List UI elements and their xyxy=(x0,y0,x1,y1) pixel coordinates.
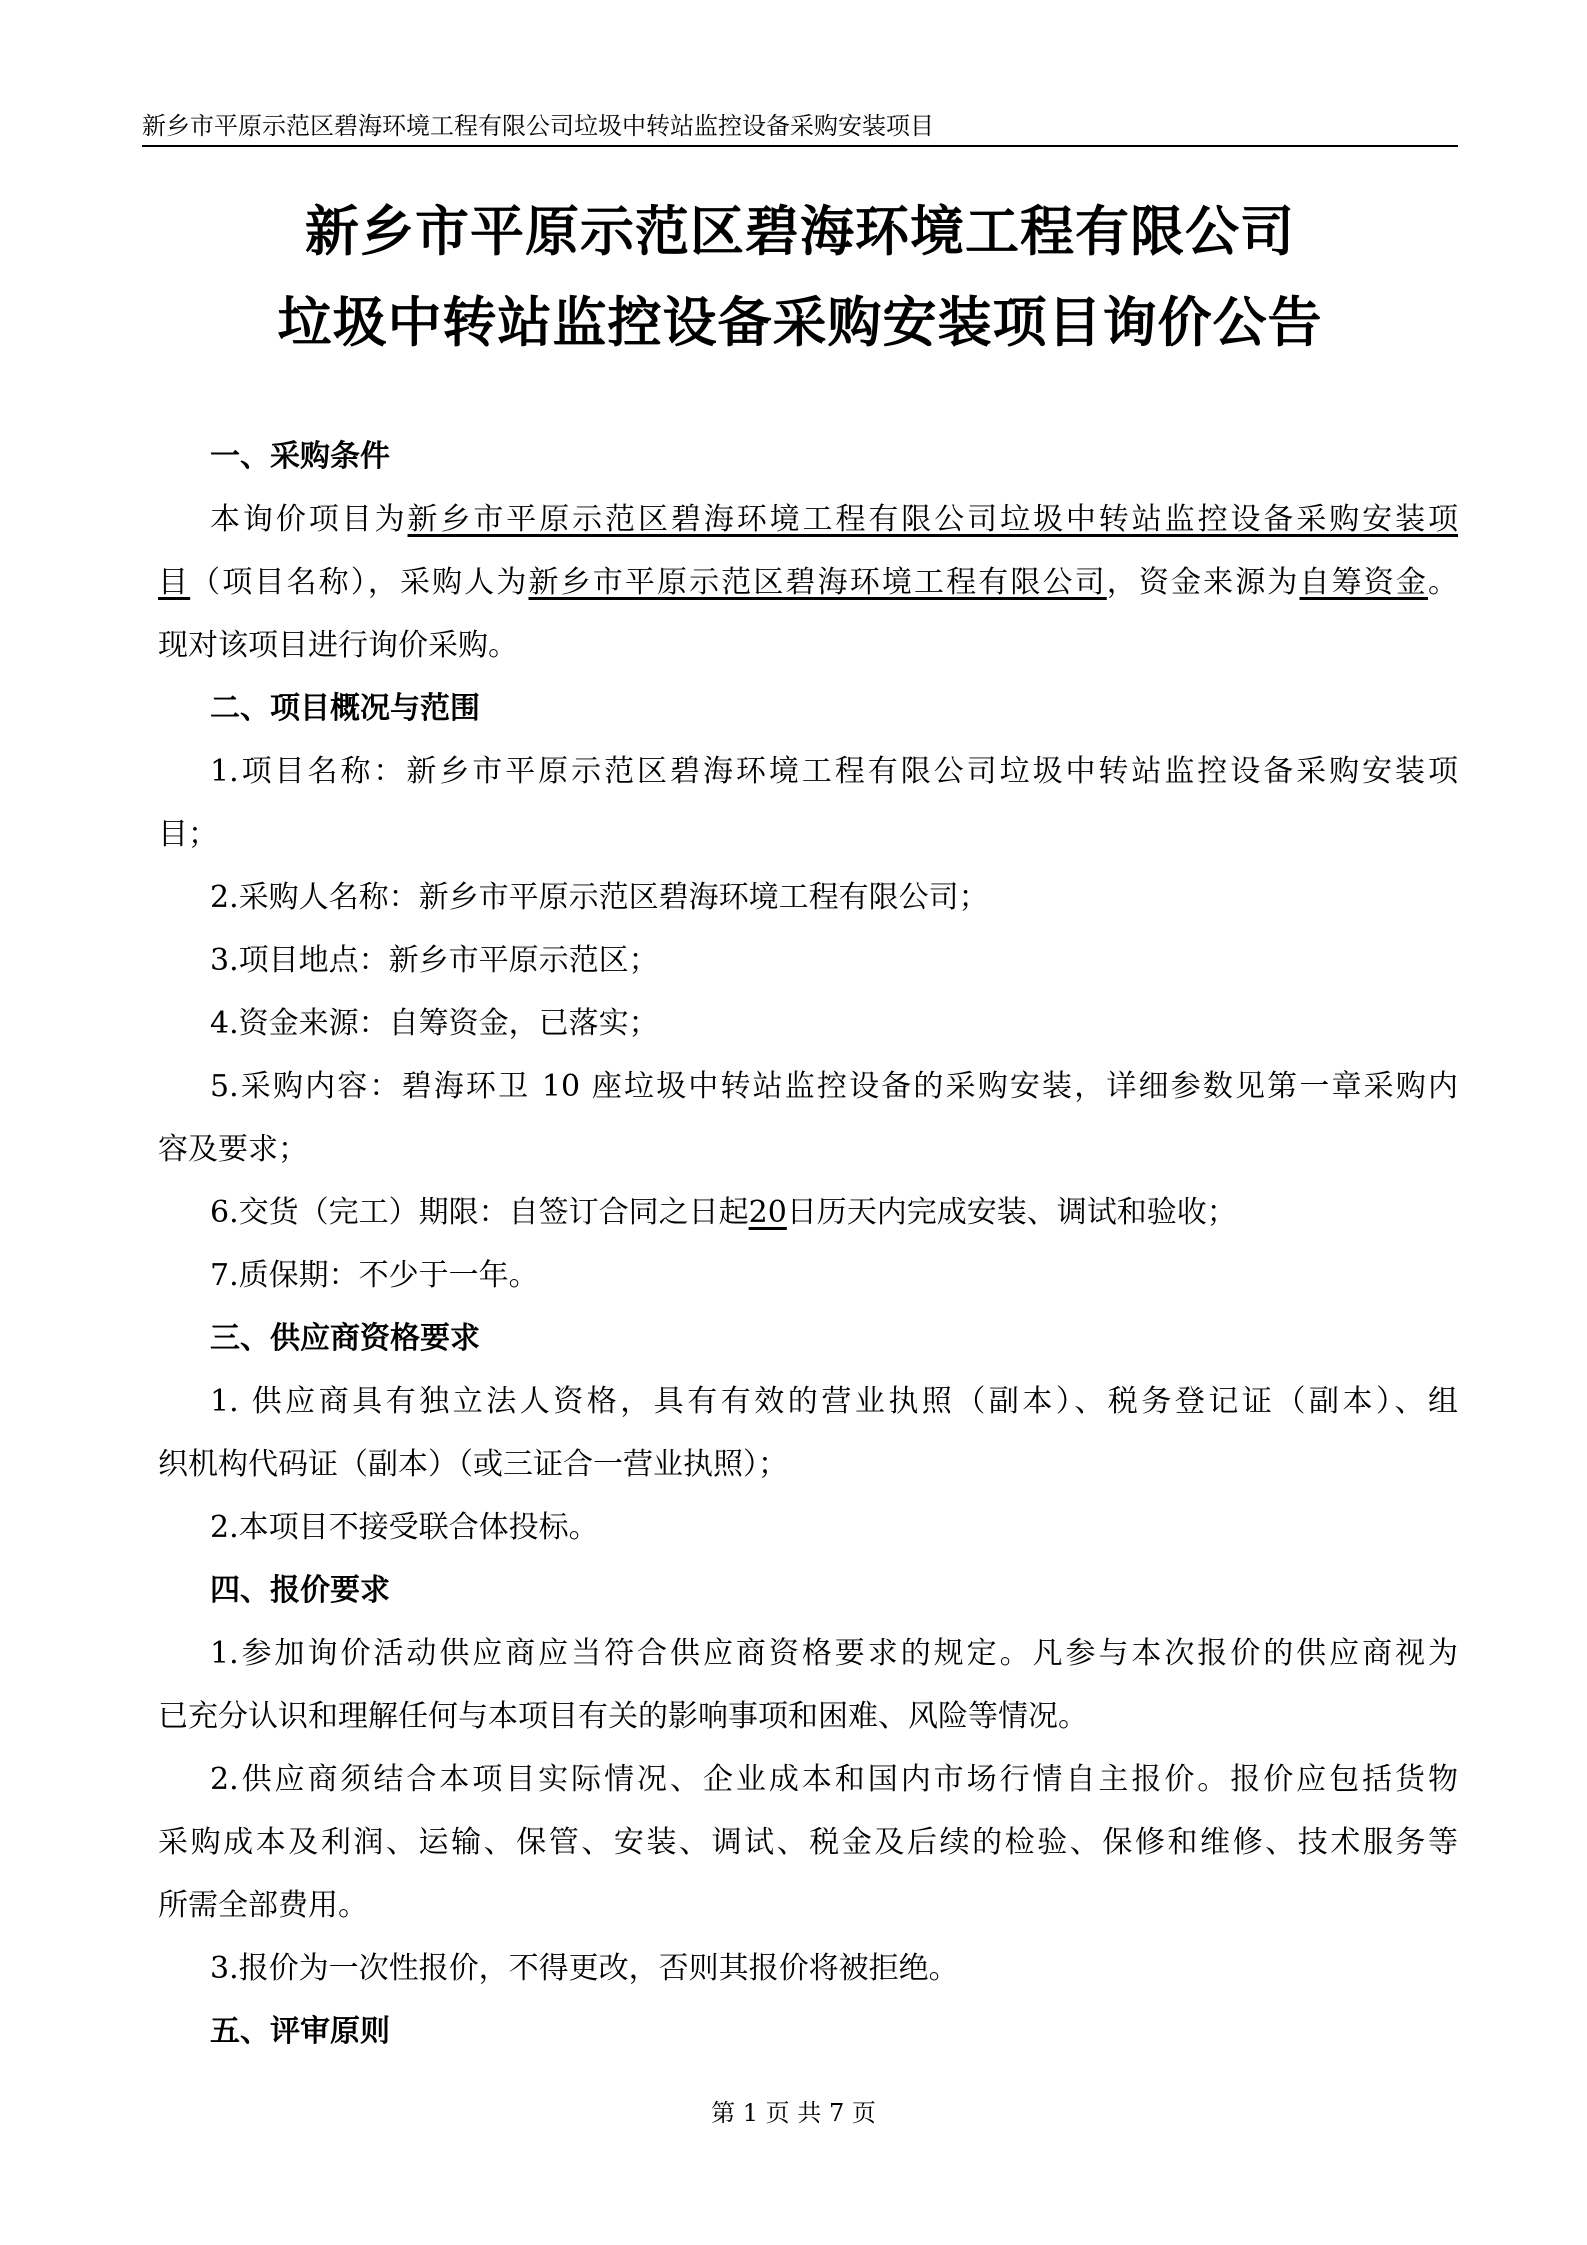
page-number-footer: 第 1 页 共 7 页 xyxy=(711,2099,876,2127)
header-divider xyxy=(142,145,1458,147)
list-item: 1.参加询价活动供应商应当符合供应商资格要求的规定。凡参与本次报价的供应商视为 xyxy=(210,1636,1458,1671)
section-heading-supplier-qualifications: 三、供应商资格要求 xyxy=(210,1321,480,1356)
paragraph-text: （项目名称），采购人为 xyxy=(190,565,529,600)
paragraph-line xyxy=(158,551,1458,614)
section-heading-evaluation-principles: 五、评审原则 xyxy=(210,2014,390,2049)
paragraph-text: 日历天内完成安装、调试和验收； xyxy=(786,1195,1237,1230)
paragraph-text: 本询价项目为 xyxy=(210,502,408,537)
list-item-continuation: 织机构代码证（副本）（或三证合一营业执照）； xyxy=(158,1447,788,1482)
project-name-underlined: 目 xyxy=(158,565,191,600)
list-item-continuation: 目； xyxy=(158,817,218,852)
list-item: 3.报价为一次性报价，不得更改，否则其报价将被拒绝。 xyxy=(210,1951,959,1986)
list-item: 1. 供应商具有独立法人资格，具有有效的营业执照（副本）、税务登记证（副本）、组 xyxy=(210,1384,1458,1419)
paragraph-line xyxy=(158,488,1458,551)
list-item-continuation: 所需全部费用。 xyxy=(158,1888,368,1923)
list-item: 2.采购人名称：新乡市平原示范区碧海环境工程有限公司； xyxy=(210,880,989,915)
paragraph-text: 。 xyxy=(1428,565,1458,600)
section-heading-procurement-conditions: 一、采购条件 xyxy=(210,439,390,474)
list-item xyxy=(158,1181,1458,1244)
running-header: 新乡市平原示范区碧海环境工程有限公司垃圾中转站监控设备采购安装项目 xyxy=(142,112,934,140)
list-item: 2.本项目不接受联合体投标。 xyxy=(210,1510,599,1545)
paragraph-text: 6.交货（完工）期限：自签订合同之日起 xyxy=(210,1195,749,1230)
document-body xyxy=(158,425,1458,2063)
list-item: 2.供应商须结合本项目实际情况、企业成本和国内市场行情自主报价。报价应包括货物 xyxy=(210,1762,1458,1797)
buyer-name-underlined: 新乡市平原示范区碧海环境工程有限公司 xyxy=(528,565,1107,600)
list-item: 4.资金来源：自筹资金，已落实； xyxy=(210,1006,659,1041)
fund-source-underlined: 自筹资金 xyxy=(1299,565,1428,600)
delivery-days-underlined: 20 xyxy=(748,1195,787,1230)
list-item: 1.项目名称：新乡市平原示范区碧海环境工程有限公司垃圾中转站监控设备采购安装项 xyxy=(210,754,1458,789)
section-heading-project-overview: 二、项目概况与范围 xyxy=(210,691,480,726)
list-item-continuation: 已充分认识和理解任何与本项目有关的影响事项和困难、风险等情况。 xyxy=(158,1699,1088,1734)
list-item-continuation: 采购成本及利润、运输、保管、安装、调试、税金及后续的检验、保修和维修、技术服务等 xyxy=(158,1825,1458,1860)
list-item: 3.项目地点：新乡市平原示范区； xyxy=(210,943,659,978)
section-heading-quotation-requirements: 四、报价要求 xyxy=(210,1573,390,1608)
project-name-underlined: 新乡市平原示范区碧海环境工程有限公司垃圾中转站监控设备采购安装项 xyxy=(407,502,1459,537)
paragraph-text: ，资金来源为 xyxy=(1106,565,1300,600)
document-title-line-2: 垃圾中转站监控设备采购安装项目询价公告 xyxy=(277,291,1323,354)
list-item: 7.质保期：不少于一年。 xyxy=(210,1258,539,1293)
list-item-continuation: 容及要求； xyxy=(158,1132,308,1167)
paragraph-line: 现对该项目进行询价采购。 xyxy=(158,628,518,663)
list-item: 5.采购内容：碧海环卫 10 座垃圾中转站监控设备的采购安装，详细参数见第一章采购内 xyxy=(210,1069,1458,1104)
document-title-line-1: 新乡市平原示范区碧海环境工程有限公司 xyxy=(305,200,1295,263)
